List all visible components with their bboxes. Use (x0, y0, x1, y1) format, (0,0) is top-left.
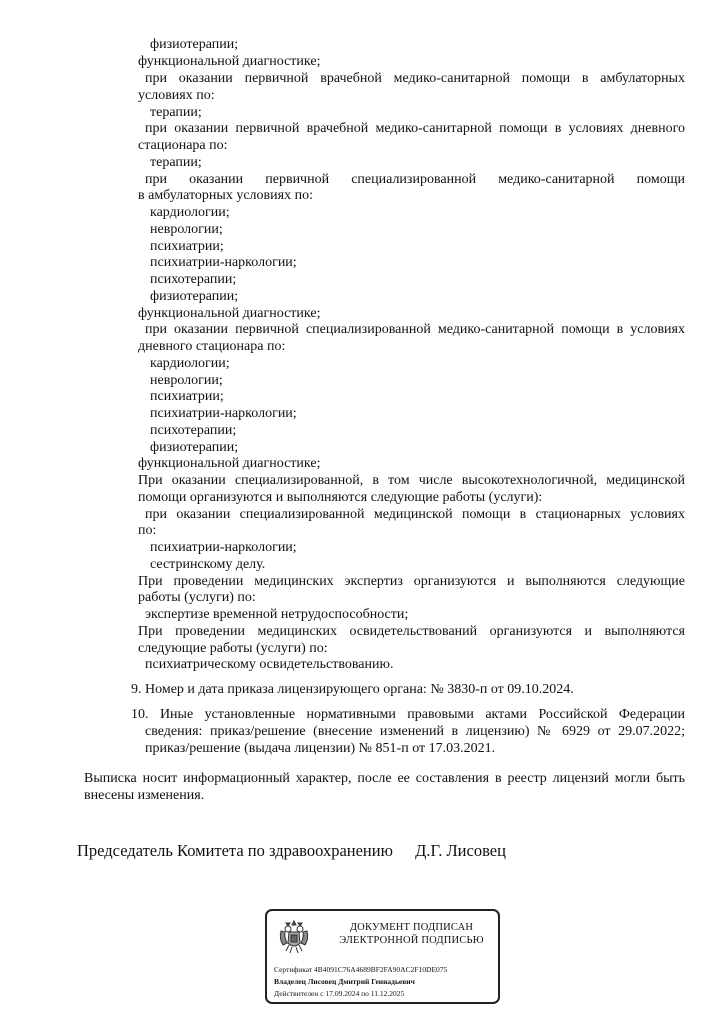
text-line: психотерапии; (150, 272, 237, 287)
text-line: При оказании специализированной, в том числе высокотехнологичной, медицинской (138, 473, 685, 488)
text-line: по: (138, 523, 157, 538)
text-line: психиатрии-наркологии; (150, 255, 297, 270)
text-line: физиотерапии; (150, 289, 239, 304)
text-line: психиатрическому освидетельствованию. (145, 657, 394, 672)
text-line: психиатрии-наркологии; (150, 540, 297, 555)
text-line: неврологии; (150, 373, 223, 388)
text-line: сестринскому делу. (150, 557, 266, 572)
item-10-line-1: 10. Иные установленные нормативными правовыми актами Российской Федерации (131, 707, 685, 722)
note-line-1: Выписка носит информационный характер, после ее составления в реестр лицензий могли быть (84, 771, 685, 786)
text-line: психиатрии; (150, 389, 224, 404)
stamp-owner: Владелец Лисовец Дмитрий Геннадьевич (274, 977, 415, 986)
text-line: при оказании специализированной медицинской помощи в стационарных условиях (145, 507, 685, 522)
text-line: следующие работы (услуги) по: (138, 641, 328, 656)
text-line: кардиологии; (150, 205, 230, 220)
text-line: при оказании первичной врачебной медико-санитарной помощи в амбулаторных (145, 71, 685, 86)
text-line: функциональной диагностике; (138, 306, 321, 321)
text-line: в амбулаторных условиях по: (138, 188, 313, 203)
text-line: психиатрии-наркологии; (150, 406, 297, 421)
signer-name: Д.Г. Лисовец (415, 841, 506, 860)
text-line: помощи организуются и выполняются следующие работы (услуги): (138, 490, 543, 505)
text-line: работы (услуги) по: (138, 590, 256, 605)
note-line-2: внесены изменения. (84, 788, 205, 803)
text-line: При проведении медицинских экспертиз организуются и выполняются следующие (138, 574, 685, 589)
signer-position: Председатель Комитета по здравоохранению (77, 841, 393, 860)
text-line: условиях по: (138, 88, 215, 103)
text-line: психиатрии; (150, 239, 224, 254)
text-line: при оказании первичной специализированной медико-санитарной помощи в условиях (145, 322, 685, 337)
e-signature-stamp (265, 909, 500, 1004)
item-10-line-3: приказ/решение (выдача лицензии) № 851-п от 17.03.2021. (145, 741, 496, 756)
text-line: функциональной диагностике; (138, 54, 321, 69)
text-line: физиотерапии; (150, 440, 239, 455)
text-line: При проведении медицинских освидетельствований организуются и выполняются (138, 624, 685, 639)
coat-of-arms-icon (277, 917, 311, 957)
item-9: 9. Номер и дата приказа лицензирующего органа: № 3830-п от 09.10.2024. (131, 682, 574, 697)
text-line: дневного стационара по: (138, 339, 286, 354)
text-line: терапии; (150, 155, 202, 170)
stamp-title: ДОКУМЕНТ ПОДПИСАН ЭЛЕКТРОННОЙ ПОДПИСЬЮ (339, 922, 484, 946)
text-line: функциональной диагностике; (138, 456, 321, 471)
signer-line (77, 841, 506, 861)
text-line: при оказании первичной специализированной медико-санитарной помощи (145, 172, 685, 187)
text-line: при оказании первичной врачебной медико-санитарной помощи в условиях дневного (145, 121, 685, 136)
text-line: психотерапии; (150, 423, 237, 438)
item-10-line-2: сведения: приказ/решение (внесение изменений в лицензию) № 6929 от 29.07.2022; (145, 724, 685, 739)
text-line: терапии; (150, 105, 202, 120)
text-line: физиотерапии; (150, 37, 239, 52)
stamp-validity: Действителен с 17.09.2024 по 11.12.2025 (274, 989, 405, 998)
stamp-certificate: Сертификат 4B4091C76A4689BF2FA90AC2F10DE075 (274, 965, 448, 974)
text-line: экспертизе временной нетрудоспособности; (145, 607, 409, 622)
text-line: неврологии; (150, 222, 223, 237)
text-line: кардиологии; (150, 356, 230, 371)
text-line: стационара по: (138, 138, 228, 153)
